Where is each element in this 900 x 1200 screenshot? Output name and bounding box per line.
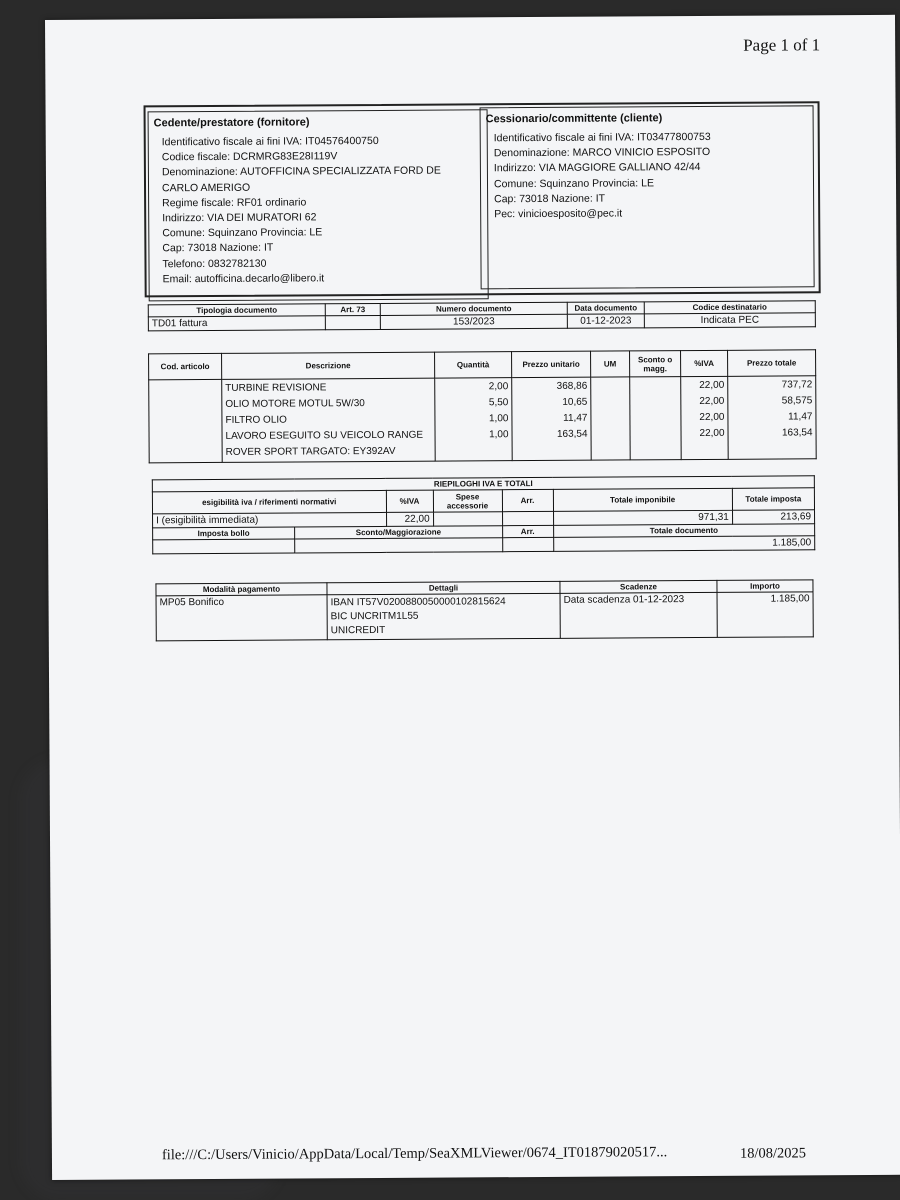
header-summary-iva: %IVA bbox=[386, 490, 433, 512]
item-iva: 22,00 bbox=[699, 395, 725, 408]
customer-title: Cessionario/committente (cliente) bbox=[485, 112, 663, 126]
header-sconto: Sconto o magg. bbox=[630, 351, 681, 377]
item-sconto-cell bbox=[630, 377, 682, 460]
totale-documento-value: 1.185,00 bbox=[553, 536, 815, 552]
art73-value bbox=[325, 315, 380, 329]
summary-title: RIEPILOGHI IVA E TOTALI bbox=[152, 476, 814, 492]
item-quantities bbox=[435, 378, 513, 461]
payment-table bbox=[155, 579, 813, 641]
arr2-value bbox=[502, 537, 553, 551]
customer-line: Pec: vinicioesposito@pec.it bbox=[494, 207, 623, 221]
item-total: 737,72 bbox=[781, 379, 813, 391]
document-type: TD01 fattura bbox=[148, 316, 325, 331]
payment-mode: MP05 Bonifico bbox=[156, 595, 327, 641]
sconto-value bbox=[295, 538, 503, 553]
item-quantity: 5,50 bbox=[488, 397, 509, 409]
payment-bic: BIC UNCRITM1L55 bbox=[330, 610, 419, 623]
page-number: Page 1 of 1 bbox=[743, 35, 821, 55]
header-iva: %IVA bbox=[681, 350, 728, 376]
header-numero: Numero documento bbox=[380, 302, 567, 315]
document-info-table bbox=[148, 300, 816, 331]
arr-value bbox=[502, 511, 553, 525]
supplier-line: Cap: 73018 Nazione: IT bbox=[162, 242, 274, 255]
item-description: FILTRO OLIO bbox=[225, 414, 287, 426]
header-totale-imponibile: Totale imponibile bbox=[553, 488, 732, 511]
totale-imponibile-value: 971,31 bbox=[553, 510, 732, 525]
esigibilita-value: I (esigibilità immediata) bbox=[153, 512, 387, 527]
customer-line: Identificativo fiscale ai fini IVA: IT03477800753 bbox=[493, 130, 711, 145]
supplier-line: Regime fiscale: RF01 ordinario bbox=[162, 196, 307, 210]
header-codice-destinatario: Codice destinatario bbox=[644, 301, 815, 314]
header-spese: Spese accessorie bbox=[433, 490, 502, 512]
vat-summary-table bbox=[152, 475, 815, 554]
header-arr2: Arr. bbox=[502, 525, 553, 537]
header-sconto-maggiorazione: Sconto/Maggiorazione bbox=[295, 526, 503, 539]
header-prezzo-totale: Prezzo totale bbox=[728, 350, 816, 377]
supplier-line: Email: autofficina.decarlo@libero.it bbox=[162, 272, 325, 286]
supplier-line: Comune: Squinzano Provincia: LE bbox=[162, 226, 323, 240]
item-prices bbox=[512, 377, 592, 460]
item-total: 163,54 bbox=[781, 427, 813, 439]
footer-date: 18/08/2025 bbox=[739, 1145, 807, 1162]
supplier-title: Cedente/prestatore (fornitore) bbox=[153, 116, 310, 130]
footer bbox=[161, 1144, 807, 1164]
payment-iban: IBAN IT57V0200880050000102815624 bbox=[330, 596, 506, 609]
supplier-line: Telefono: 0832782130 bbox=[162, 257, 267, 270]
supplier-line: Codice fiscale: DCRMRG83E28I119V bbox=[161, 150, 338, 164]
header-imposta-bollo: Imposta bollo bbox=[153, 527, 295, 540]
footer-path: file:///C:/Users/Vinicio/AppData/Local/Temp/SeaXMLViewer/0674_IT01879020517... bbox=[161, 1144, 668, 1164]
item-total: 58,575 bbox=[781, 395, 813, 407]
item-price: 10,65 bbox=[562, 396, 588, 408]
customer-line: Indirizzo: VIA MAGGIORE GALLIANO 42/44 bbox=[493, 161, 701, 175]
customer-line: Denominazione: MARCO VINICIO ESPOSITO bbox=[493, 146, 711, 160]
supplier-line: CARLO AMERIGO bbox=[161, 181, 251, 194]
item-descriptions bbox=[222, 378, 436, 462]
header-tipologia: Tipologia documento bbox=[148, 304, 325, 317]
recipient-code: Indicata PEC bbox=[644, 313, 815, 328]
invoice-page bbox=[45, 15, 900, 1180]
item-iva: 22,00 bbox=[699, 379, 725, 392]
item-iva: 22,00 bbox=[699, 427, 725, 440]
header-descrizione: Descrizione bbox=[222, 352, 435, 379]
header-cod-articolo: Cod. articolo bbox=[149, 353, 222, 379]
header-arr: Arr. bbox=[502, 489, 553, 511]
supplier-line: Identificativo fiscale ai fini IVA: IT04576400750 bbox=[161, 134, 379, 149]
spese-value bbox=[433, 512, 502, 526]
party-box bbox=[144, 101, 821, 297]
document-date: 01-12-2023 bbox=[567, 314, 644, 328]
header-um: UM bbox=[591, 351, 630, 377]
customer-line: Comune: Squinzano Provincia: LE bbox=[493, 176, 654, 190]
header-modalita: Modalità pagamento bbox=[156, 583, 327, 596]
header-totale-documento: Totale documento bbox=[553, 524, 815, 538]
item-price: 11,47 bbox=[563, 412, 588, 424]
header-quantita: Quantità bbox=[435, 352, 512, 378]
item-quantity: 1,00 bbox=[489, 429, 509, 441]
item-description: LAVORO ESEGUITO SU VEICOLO RANGE bbox=[225, 429, 424, 442]
item-iva: 22,00 bbox=[699, 411, 725, 424]
header-totale-imposta: Totale imposta bbox=[732, 488, 814, 511]
item-iva-values bbox=[681, 376, 729, 459]
payment-due: Data scadenza 01-12-2023 bbox=[560, 592, 717, 638]
customer-section bbox=[480, 105, 815, 289]
summary-iva-value: 22,00 bbox=[386, 512, 433, 526]
payment-amount: 1.185,00 bbox=[717, 592, 813, 638]
item-quantity: 1,00 bbox=[488, 413, 509, 425]
header-data: Data documento bbox=[567, 302, 644, 314]
item-quantity: 2,00 bbox=[488, 381, 509, 393]
header-esigibilita: esigibilità iva / riferimenti normativi bbox=[152, 490, 386, 513]
items-table bbox=[148, 349, 817, 463]
supplier-section bbox=[148, 109, 489, 301]
supplier-line: Indirizzo: VIA DEI MURATORI 62 bbox=[162, 211, 317, 225]
header-scadenze: Scadenze bbox=[560, 580, 717, 593]
item-total: 11,47 bbox=[788, 411, 813, 423]
header-dettagli: Dettagli bbox=[327, 581, 560, 594]
item-description: TURBINE REVISIONE bbox=[225, 382, 327, 394]
item-description: ROVER SPORT TARGATO: EY392AV bbox=[225, 445, 396, 458]
header-art73: Art. 73 bbox=[325, 303, 380, 315]
item-price: 163,54 bbox=[556, 428, 588, 440]
supplier-line: Denominazione: AUTOFFICINA SPECIALIZZATA FORD DE bbox=[161, 164, 441, 179]
item-um-cell bbox=[591, 377, 631, 460]
header-importo: Importo bbox=[717, 580, 813, 593]
customer-line: Cap: 73018 Nazione: IT bbox=[494, 192, 606, 206]
totale-imposta-value: 213,69 bbox=[732, 510, 814, 525]
document-number: 153/2023 bbox=[380, 314, 567, 329]
item-price: 368,86 bbox=[556, 380, 588, 392]
payment-details bbox=[327, 593, 560, 639]
item-totals bbox=[728, 376, 817, 460]
header-prezzo-unitario: Prezzo unitario bbox=[512, 351, 591, 377]
payment-bank: UNICREDIT bbox=[330, 624, 386, 637]
item-description: OLIO MOTORE MOTUL 5W/30 bbox=[225, 398, 365, 410]
item-code-cell bbox=[149, 379, 223, 462]
imposta-bollo-value bbox=[153, 539, 295, 554]
